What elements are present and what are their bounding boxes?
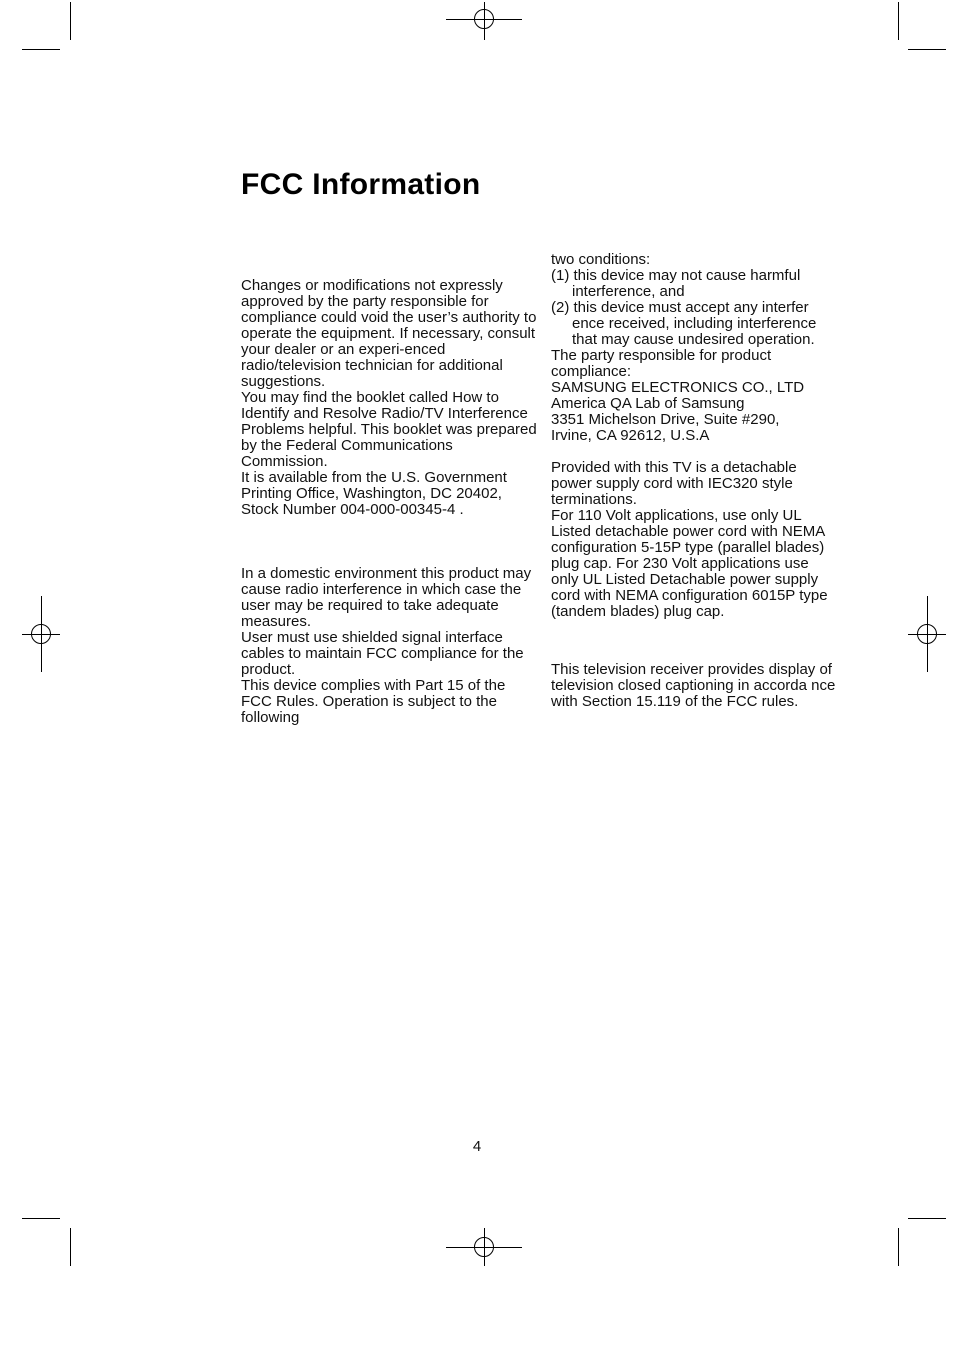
paragraph: This television receiver provides display of television closed captioning in accorda nce with Section 15.119 of the FCC rules. xyxy=(551,661,836,710)
list-item: (1) this device may not cause harmful interference, and xyxy=(551,267,801,300)
paragraph: It is available from the U.S. Government Printing Office, Washington, DC 20402, Stock Number 004-000-00345-4 . xyxy=(241,469,507,518)
registration-circle-icon xyxy=(917,624,937,644)
registration-circle-icon xyxy=(31,624,51,644)
crop-mark xyxy=(70,1228,71,1266)
paragraph: This device complies with Part 15 of the FCC Rules. Operation is subject to the following xyxy=(241,677,506,726)
left-column xyxy=(241,278,537,726)
paragraph: Changes or modifications not expressly approved by the party responsible for compliance could void the user’s authority to operate the equipment. If necessary, consult your dealer or an experi-enced radio/television technician for additional suggestions. xyxy=(241,277,537,390)
registration-circle-icon xyxy=(474,1237,494,1257)
crop-mark xyxy=(70,2,71,40)
page-number: 4 xyxy=(472,1138,482,1155)
paragraph: Provided with this TV is a detachable power supply cord with IEC320 style terminations. xyxy=(551,459,797,508)
crop-mark xyxy=(908,1218,946,1219)
crop-mark xyxy=(908,49,946,50)
address-line: 3351 Michelson Drive, Suite #290, xyxy=(551,411,780,428)
paragraph: For 110 Volt applications, use only UL Listed detachable power cord with NEMA configuration 5-15P type (parallel blades) plug cap. For 230 Volt applications use only UL Listed Detachable power supply cord with NEMA configuration 6015P type (tandem blades) plug cap. xyxy=(551,507,828,620)
list-item: (2) this device must accept any interfer ence received, including interference that may cause undesired operation. xyxy=(551,299,817,348)
page-title: FCC Information xyxy=(241,168,481,201)
address-line: SAMSUNG ELECTRONICS CO., LTD xyxy=(551,379,805,396)
paragraph: The party responsible for product compliance: xyxy=(551,347,772,380)
paragraph: User must use shielded signal interface cables to maintain FCC compliance for the product. xyxy=(241,629,524,678)
paragraph: two conditions: xyxy=(551,251,651,268)
crop-mark xyxy=(22,49,60,50)
crop-mark xyxy=(898,2,899,40)
address-line: America QA Lab of Samsung xyxy=(551,395,745,412)
address-line: Irvine, CA 92612, U.S.A xyxy=(551,427,710,444)
crop-mark xyxy=(22,1218,60,1219)
crop-mark xyxy=(898,1228,899,1266)
paragraph: In a domestic environment this product may cause radio interference in which case the user may be required to take adequate measures. xyxy=(241,565,532,630)
paragraph: You may find the booklet called How to Identify and Resolve Radio/TV Interference Problems helpful. This booklet was prepared by the Federal Communications Commission. xyxy=(241,389,537,470)
right-column xyxy=(551,252,839,710)
registration-circle-icon xyxy=(474,9,494,29)
